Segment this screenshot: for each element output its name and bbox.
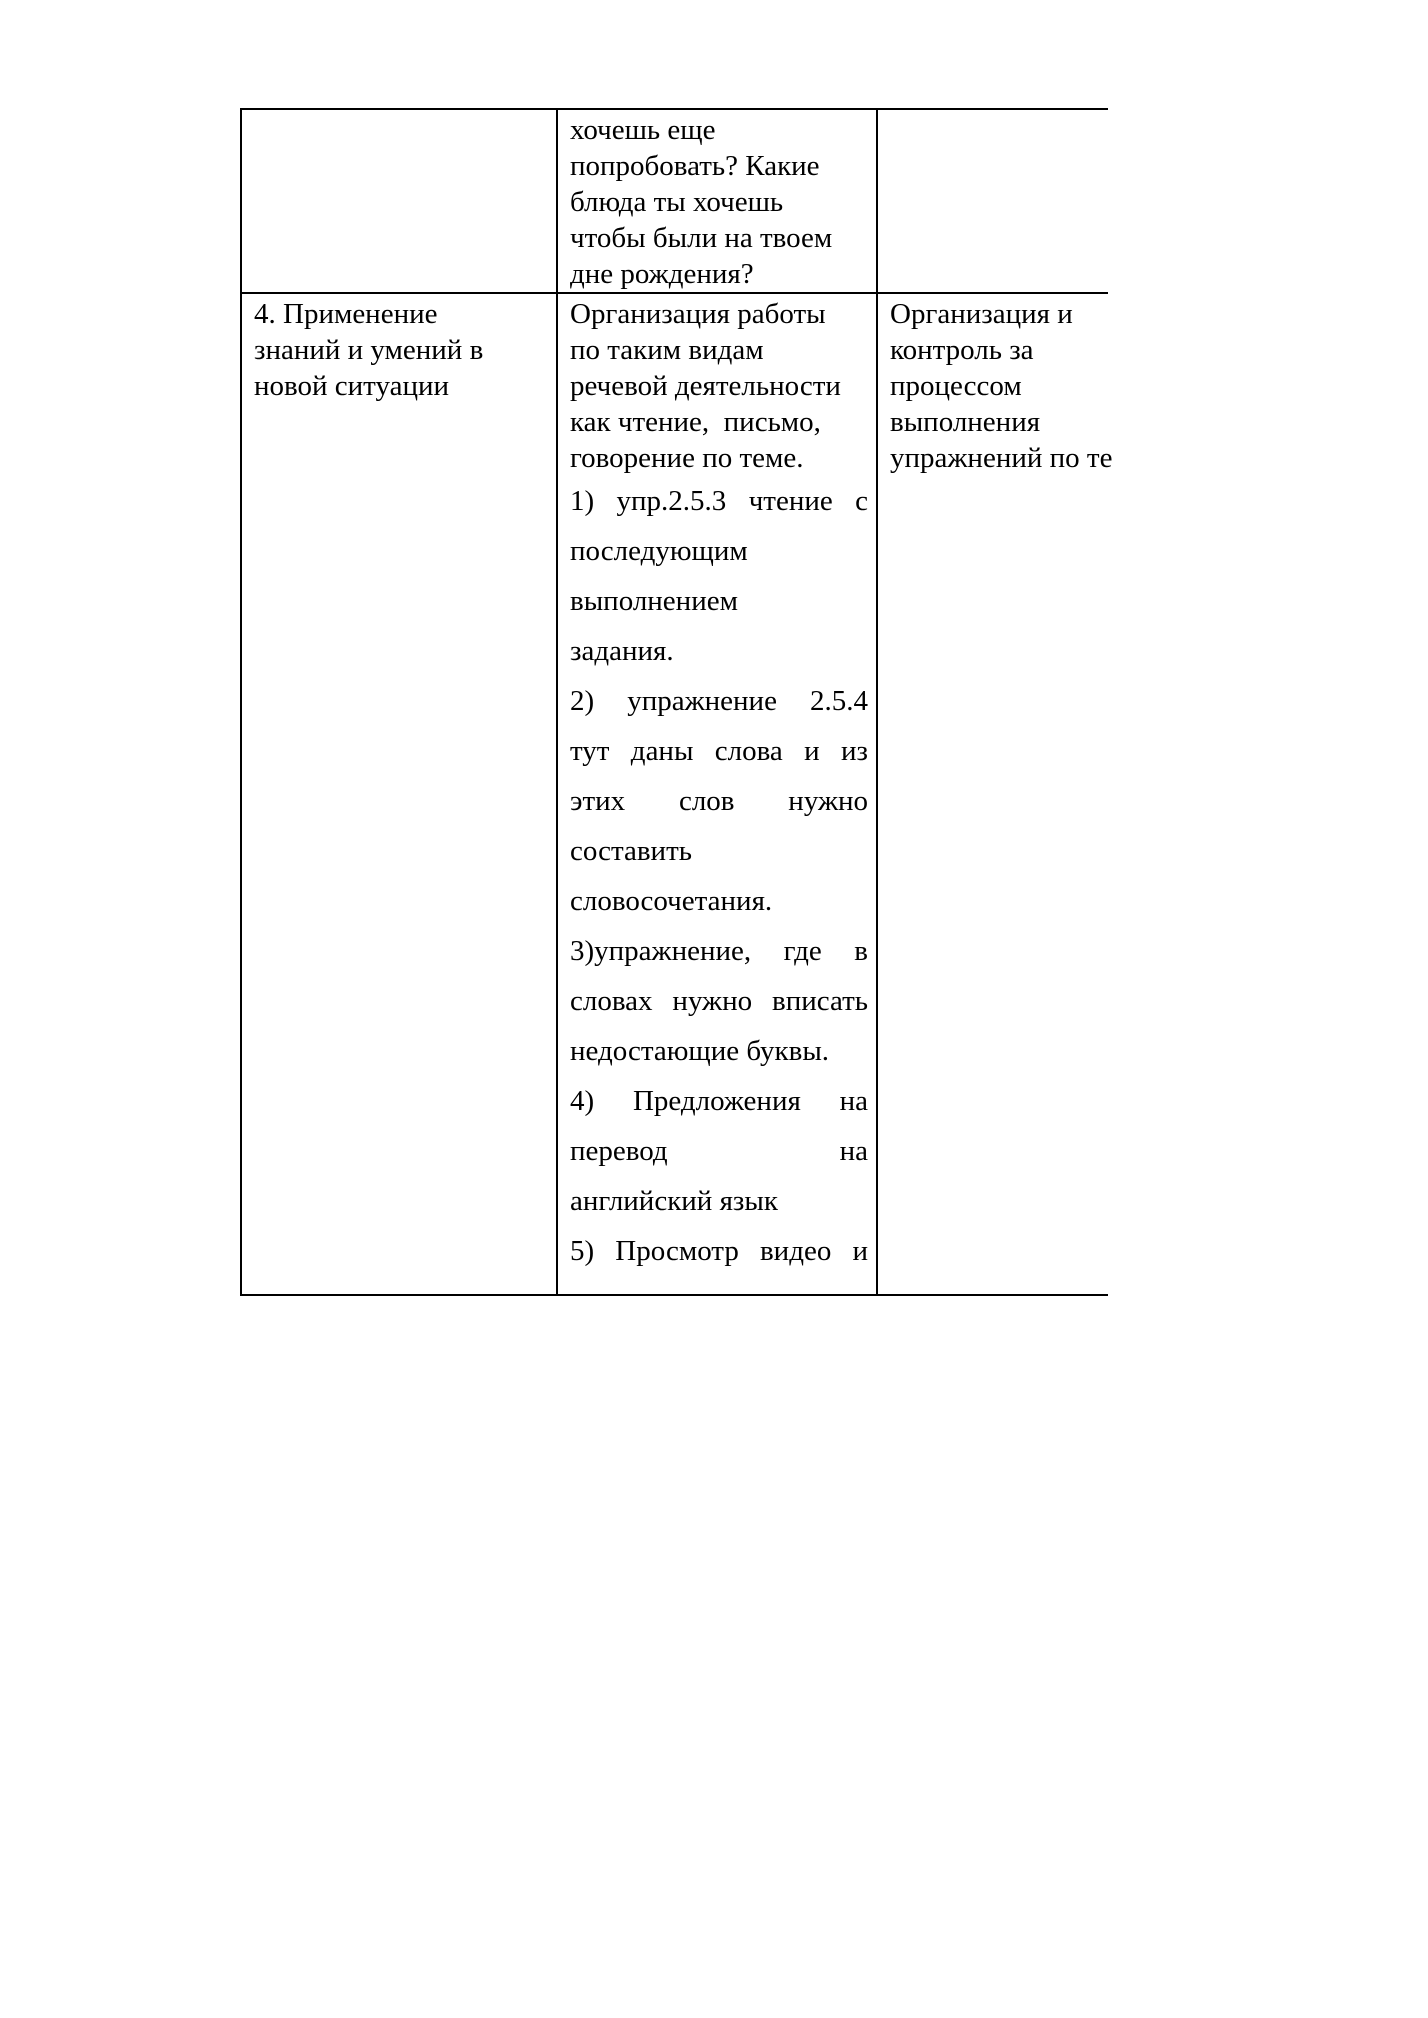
continuation-paragraph: [570, 112, 868, 292]
stage-title-paragraph: [254, 296, 548, 404]
text-line: блюда ты хочешь: [570, 186, 784, 218]
text-line: как чтение, письмо,: [570, 406, 821, 438]
text-line: хочешь еще: [570, 114, 716, 146]
text-line: процессом: [890, 370, 1022, 402]
text-line: знаний и умений в: [254, 334, 484, 366]
cell-stage4-title: [240, 292, 556, 1296]
text-line: чтобы были на твоем: [570, 222, 833, 254]
cell-stage4-control: [876, 292, 1113, 1296]
cell-activity-continuation: [556, 108, 876, 292]
text-line: по таким видам: [570, 334, 764, 366]
activity-items-list: [570, 476, 868, 1276]
cell-stage-continuation: [240, 108, 556, 292]
lesson-plan-table: [240, 108, 1113, 1296]
text-line: говорение по теме.: [570, 442, 804, 474]
text-line: новой ситуации: [254, 370, 450, 402]
list-item-line: 4) Предложения на: [570, 1085, 868, 1117]
list-item-line: последующим: [570, 535, 748, 567]
text-line: дне рождения?: [570, 258, 754, 290]
text-line: речевой деятельности: [570, 370, 841, 402]
text-line: попробовать? Какие: [570, 150, 820, 182]
text-line: выполнения: [890, 406, 1041, 438]
text-line: 4. Применение: [254, 298, 438, 330]
text-line: Организация и: [890, 298, 1073, 330]
list-item-line: словосочетания.: [570, 885, 773, 917]
list-item-line: задания.: [570, 635, 674, 667]
activity-intro-paragraph: [570, 296, 868, 476]
text-line: Организация работы: [570, 298, 826, 330]
list-item-line: словах нужно вписать: [570, 985, 868, 1017]
list-item-line: 2) упражнение 2.5.4: [570, 685, 868, 717]
list-item-line: составить: [570, 835, 692, 867]
cell-control-continuation: [876, 108, 1108, 292]
list-item-line: этих слов нужно: [570, 785, 868, 817]
list-item-line: 3)упражнение, где в: [570, 935, 868, 967]
list-item-line: 5) Просмотр видео и: [570, 1235, 868, 1267]
list-item-line: тут даны слова и из: [570, 735, 868, 767]
cell-stage4-activity: [556, 292, 876, 1296]
text-line: контроль за: [890, 334, 1034, 366]
text-line: упражнений по те: [890, 442, 1113, 474]
list-item-line: недостающие буквы.: [570, 1035, 830, 1067]
control-paragraph: [890, 296, 1170, 476]
list-item-line: выполнением: [570, 585, 738, 617]
list-item-line: 1) упр.2.5.3 чтение с: [570, 485, 868, 517]
list-item-line: английский язык: [570, 1185, 778, 1217]
list-item-line: перевод на: [570, 1135, 868, 1167]
